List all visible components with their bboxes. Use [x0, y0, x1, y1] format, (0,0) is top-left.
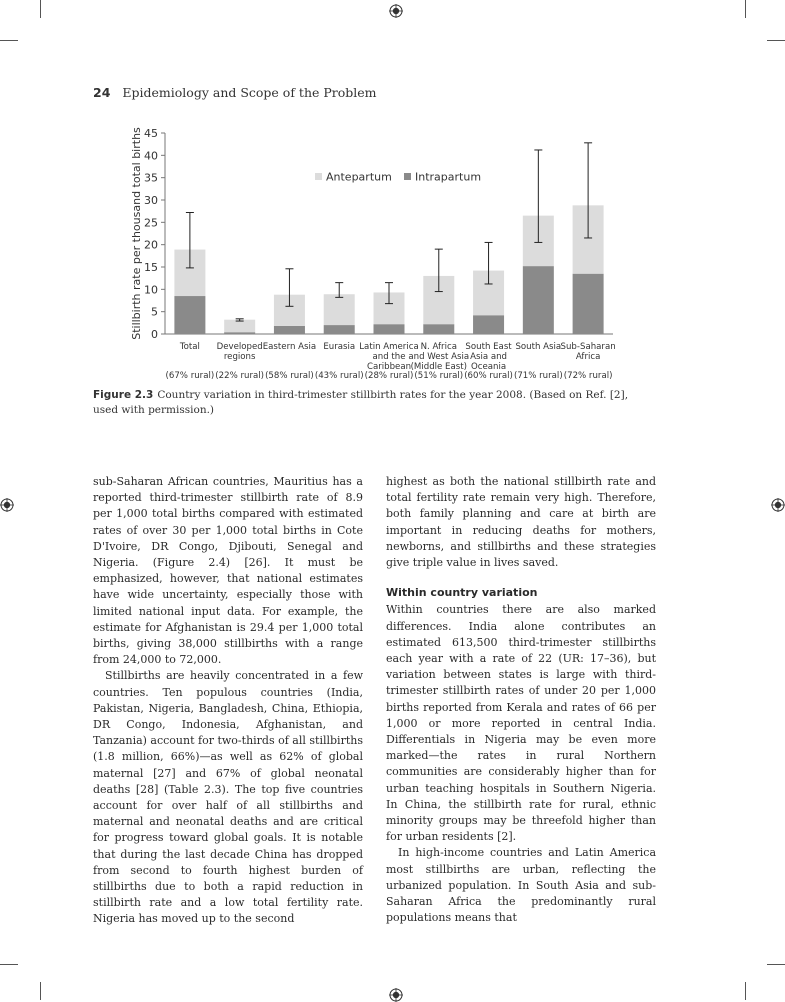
- stillbirth-rate-chart: [93, 120, 623, 382]
- legend-label: Antepartum: [326, 170, 392, 184]
- rural-share-label: (71% rural): [513, 371, 563, 381]
- x-tick-label: Developed: [216, 342, 263, 352]
- crop-mark: [40, 982, 41, 1000]
- x-tick-label: N. Africa: [420, 342, 457, 352]
- right-column: [386, 474, 656, 926]
- x-tick-label: and West Asia: [408, 352, 470, 362]
- y-tick-label: 40: [144, 149, 158, 163]
- x-tick-label: Eastern Asia: [262, 342, 317, 352]
- x-tick-label: Eurasia: [323, 342, 356, 352]
- x-tick-label: Africa: [575, 352, 601, 362]
- registration-mark-icon: [771, 498, 785, 512]
- body-paragraph: Within countries there are also marked differences. India alone contributes an estimated 613,500 third-trimester stillbirths each year with a rate of 22 (UR: 17–36), but variation between states is large with third-trimester stillbirth rates of under 20 per 1,000 births reported from Kerala and rates of 66 per 1,000 or more reported in central India. Differentials in Nigeria may be even more marked—the rates in rural Northern communities are considerably higher than for urban teaching hospitals in Southern Nigeria. In China, the stillbirth rate for rural, ethnic minority groups may be threefold higher than for urban residents [2].: [386, 603, 656, 844]
- crop-mark: [40, 0, 41, 18]
- bar-intrapartum: [374, 324, 405, 334]
- bar-intrapartum: [473, 315, 504, 334]
- bar-intrapartum: [274, 326, 305, 334]
- bar-intrapartum: [324, 325, 355, 334]
- rural-share-label: (58% rural): [265, 371, 314, 381]
- bar-intrapartum: [224, 332, 255, 334]
- rural-share-label: (28% rural): [364, 371, 414, 381]
- x-tick-label: South Asia: [515, 342, 562, 352]
- rural-share-label: (60% rural): [464, 371, 513, 381]
- bar-intrapartum: [523, 266, 554, 334]
- x-tick-label: and the: [372, 352, 406, 362]
- bar-intrapartum: [423, 324, 454, 334]
- crop-mark: [0, 40, 18, 41]
- y-tick-label: 30: [144, 194, 158, 207]
- figure-caption: [93, 388, 633, 418]
- bar-antepartum: [324, 294, 355, 325]
- bar-intrapartum: [174, 296, 205, 334]
- x-tick-label: Total: [179, 342, 200, 352]
- y-tick-label: 5: [151, 305, 158, 319]
- figure-caption-text: Country variation in third-trimester stillbirth rates for the year 2008. (Based on Ref. [2], used with permission.): [93, 389, 629, 416]
- x-tick-label: (Middle East): [410, 362, 467, 372]
- body-paragraph: sub-Saharan African countries, Mauritius has a reported third-trimester stillbirth rate of 8.9 per 1,000 total births compared with estimated rates of over 30 per 1,000 total births in Cote D'Ivoire, DR Congo, Djibouti, Senegal and Nigeria. (Figure 2.4) [26]. It must be emphasized, however, that national estimates have wide uncertainty, especially those with limited national input data. For example, the estimate for Afghanistan is 29.4 per 1,000 total births, giving 38,000 stillbirths with a range from 24,000 to 72,000.: [93, 475, 363, 667]
- crop-mark: [767, 964, 785, 965]
- y-axis-label: Stillbirth rate per thousand total births: [130, 127, 143, 340]
- legend-swatch-intrapartum: [404, 173, 411, 180]
- bar-antepartum: [224, 320, 255, 333]
- running-title: Epidemiology and Scope of the Problem: [122, 85, 377, 100]
- section-subheading: Within country variation: [386, 586, 538, 600]
- y-tick-label: 10: [144, 283, 158, 297]
- y-tick-label: 45: [144, 127, 158, 140]
- y-tick-label: 15: [144, 261, 158, 274]
- crop-mark: [745, 982, 746, 1000]
- rural-share-label: (43% rural): [314, 371, 364, 381]
- body-paragraph: Stillbirths are heavily concentrated in a few countries. Ten populous countries (India, Pakistan, Nigeria, Bangladesh, China, Ethiopia, DR Congo, Indonesia, Afghanistan, and Tanzania) account for two-thirds of all stillbirths (1.8 million, 66%)—as well as 62% of global maternal [27] and 67% of global neonatal deaths [28] (Table 2.3). The top five countries account for over half of all stillbirths and maternal and neonatal deaths and are critical for progress toward global goals. It is notable that during the last decade China has dropped from second to fourth highest burden of stillbirths due to both a rapid reduction in stillbirth rate and a low total fertility rate. Nigeria has moved up to the second: [93, 669, 363, 926]
- rural-share-label: (51% rural): [414, 371, 464, 381]
- y-tick-label: 25: [144, 216, 158, 230]
- rural-share-label: (67% rural): [165, 371, 215, 381]
- y-tick-label: 0: [151, 328, 158, 341]
- rural-share-label: (72% rural): [563, 371, 613, 381]
- legend-swatch-antepartum: [315, 173, 322, 180]
- x-tick-label: Asia and: [470, 352, 508, 362]
- crop-mark: [0, 964, 18, 965]
- figure-label: Figure 2.3: [93, 389, 154, 401]
- rural-share-label: (22% rural): [215, 371, 265, 381]
- x-tick-label: Oceania: [470, 362, 507, 372]
- bar-intrapartum: [573, 274, 604, 334]
- page-number: 24: [93, 85, 111, 100]
- x-tick-label: South East: [465, 342, 512, 352]
- y-tick-label: 20: [144, 238, 158, 252]
- left-column: [93, 474, 363, 928]
- registration-mark-icon: [0, 498, 14, 512]
- legend-label: Intrapartum: [415, 170, 482, 184]
- x-tick-label: Caribbean: [366, 362, 412, 372]
- crop-mark: [767, 40, 785, 41]
- x-tick-label: Latin America: [359, 342, 419, 352]
- y-tick-label: 35: [144, 171, 158, 185]
- registration-mark-icon: [389, 4, 403, 18]
- body-paragraph: highest as both the national stillbirth rate and total fertility rate remain very high. Therefore, both family planning and care at birth are important in reducing deaths for mothers, newborns, and stillbirths and these strategies give triple value in lives saved.: [386, 475, 656, 570]
- crop-mark: [745, 0, 746, 18]
- body-paragraph: In high-income countries and Latin America most stillbirths are urban, reflecting the urbanized population. In South Asia and sub-Saharan Africa the predominantly rural populations means that: [386, 846, 656, 925]
- x-tick-label: regions: [223, 352, 256, 362]
- running-header: [93, 85, 377, 100]
- x-tick-label: Sub-Saharan: [560, 342, 616, 352]
